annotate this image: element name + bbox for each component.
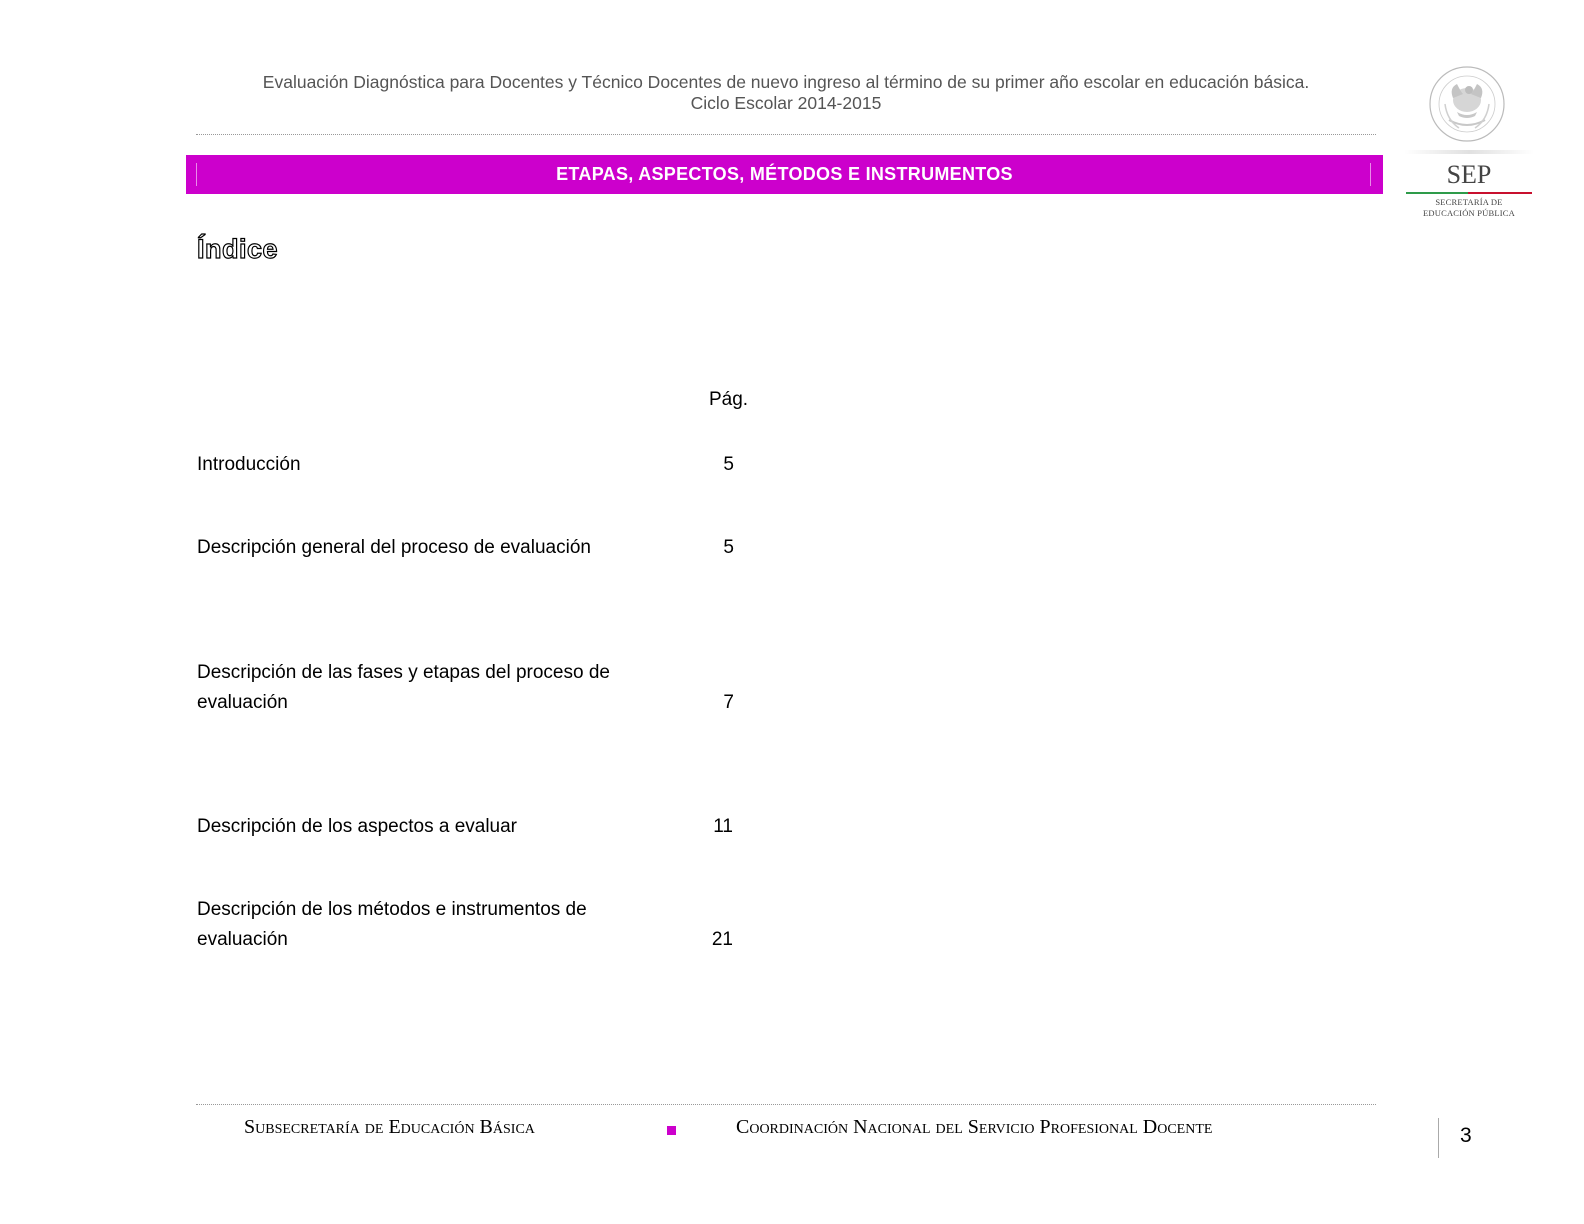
toc-entry-label: Descripción de los métodos e instrumentos de evaluación [197,899,587,950]
header-divider [196,134,1376,135]
toc-entry-label: Introducción [197,454,301,475]
toc-entry-label: Descripción de los aspectos a evaluar [197,816,518,837]
toc-entry-label: Descripción general del proceso de evaluación [197,537,591,558]
banner-title: ETAPAS, ASPECTOS, MÉTODOS E INSTRUMENTOS [556,164,1013,184]
page-number: 3 [1460,1124,1472,1147]
footer-bullet-icon [667,1126,676,1135]
page-column-label: Pág. [709,389,749,410]
page-number-divider [1438,1118,1439,1158]
index-title: Índice [197,234,279,264]
document-header-title: Evaluación Diagnóstica para Docentes y Técnico Docentes de nuevo ingreso al término de su primer año escolar en educación básica. [262,72,1310,92]
section-banner [186,155,1383,194]
sep-acronym: SEP [1446,160,1492,189]
toc-entry-page: 21 [711,929,733,950]
footer-coordinacion: Coordinación Nacional del Servicio Profesional Docente [736,1116,1213,1138]
national-seal-icon [1427,64,1507,144]
sep-red-bar [1468,192,1532,194]
footer-subsecretaria: Subsecretaría de Educación Básica [244,1116,535,1138]
sep-subtitle-line2: EDUCACIÓN PÚBLICA [1423,208,1515,218]
toc-entry-page: 7 [723,692,734,713]
logo-shadow [1404,150,1534,154]
toc-entry-page: 5 [723,454,734,475]
sep-logo [1404,64,1534,224]
toc-entry-page: 11 [713,816,733,837]
toc-entry-label: Descripción de las fases y etapas del proceso de evaluación [197,662,610,713]
footer-divider [196,1104,1376,1105]
sep-subtitle-line1: SECRETARÍA DE [1435,197,1503,207]
toc-entry-page: 5 [723,537,734,558]
document-header-school-year: Ciclo Escolar 2014-2015 [690,93,882,113]
sep-green-bar [1406,192,1468,194]
